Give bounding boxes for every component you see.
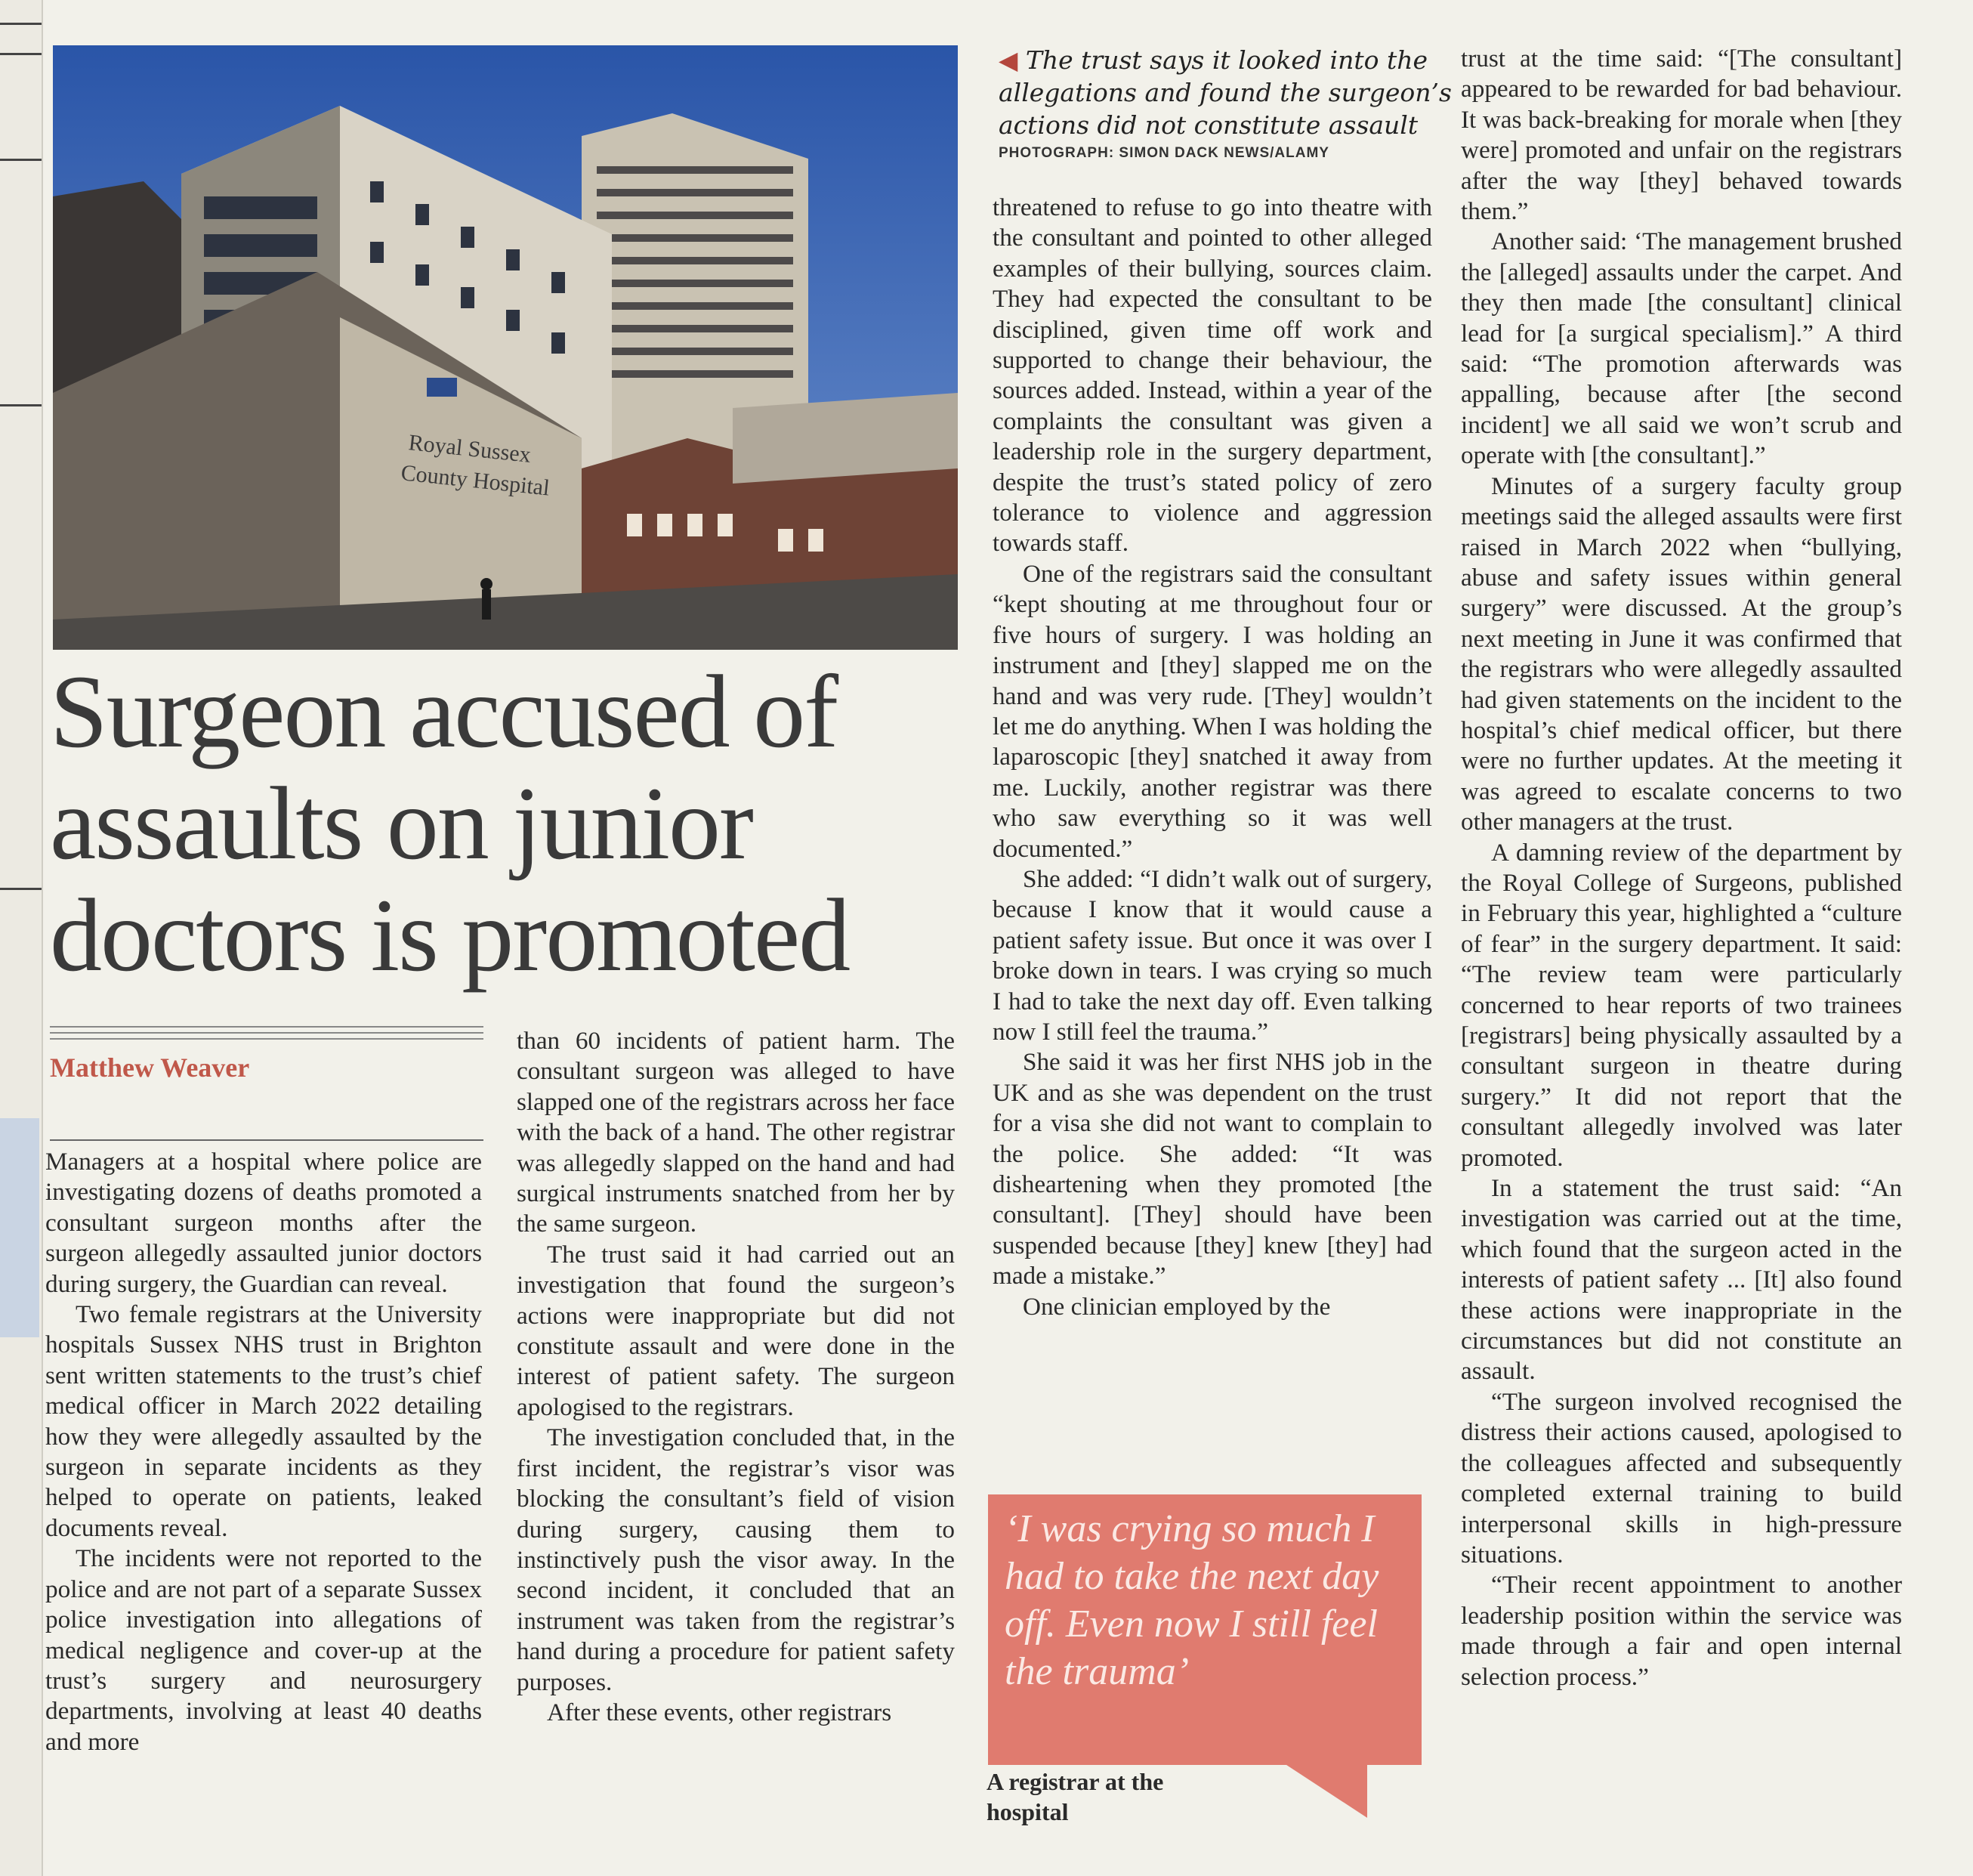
paragraph: than 60 incidents of patient harm. The consultant surgeon was alleged to have slapped one of the registrars across her face with the back of a hand. The other registrar was allegedly slapped on the hand and had surgical instruments snatched from her by the same surgeon. [517, 1027, 955, 1238]
paragraph: In a statement the trust said: “An investigation was carried out at the time, which found that the surgeon acted in the interests of patient safety ... [It] also found these actions were inappropriate in the circumstances but did not constitute an assault. [1461, 1174, 1902, 1386]
hospital-illustration [53, 45, 958, 650]
paragraph: threatened to refuse to go into theatre with the consultant and pointed to other alleged examples of their bullying, sources claim. They had expected the consultant to be disciplined, given time off work and supported to change their behaviour, the sources added. Instead, within a year of the complaints the consultant was given a leadership role in the surgery department, despite the trust’s stated policy of zero tolerance to violence and aggression towards staff. [993, 193, 1432, 558]
paragraph: Minutes of a surgery faculty group meetings said the alleged assaults were first raised in March 2022 when “bullying, abuse and safety issues within general surgery” were discussed. At the group’s next meeting in June it was confirmed that the registrars who were allegedly assaulted had given statements on the incident to the hospital’s chief medical officer, but there were no further updates. At the meeting it was agreed to escalate concerns to two other managers at the trust. [1461, 471, 1902, 836]
paragraph: After these events, other registrars [547, 1698, 892, 1726]
paragraph: The investigation concluded that, in the first incident, the registrar’s visor was blocking the consultant’s field of vision during surgery, causing them to instinctively push the visor away. In the second incident, it concluded that an instrument was taken from the registrar’s hand during a procedure for patient safety purposes. [517, 1423, 955, 1696]
body-column-3 [993, 193, 1432, 1322]
paragraph: “Their recent appointment to another leadership position within the service was made through a fair and open internal selection process.” [1461, 1571, 1902, 1691]
byline: Matthew Weaver [50, 1052, 250, 1083]
paragraph: “The surgeon involved recognised the distress their actions caused, apologised to the colleagues affected and subsequently completed external training to build interpersonal skills in high-pressure situations. [1461, 1387, 1902, 1568]
byline-rules [50, 1026, 483, 1044]
body-column-1 [45, 1147, 482, 1757]
byline-divider [50, 1139, 483, 1141]
body-column-2 [517, 1026, 955, 1728]
nhs-logo-icon [427, 378, 457, 397]
paragraph: Two female registrars at the University hospitals Sussex NHS trust in Brighton sent written statements to the trust’s chief medical officer in March 2022 detailing how they were allegedly assaulted by the surgeon in separate incidents as they helped to operate on patients, leaked documents reveal. [45, 1300, 482, 1542]
paragraph: Another said: ‘The management brushed the [alleged] assaults under the carpet. And they then made [the consultant] clinical lead for [a surgical specialism].” A third said: “The promotion afterwards was appalling, because after [the second incident] we all said we won’t scrub and operate with [the consultant].” [1461, 227, 1902, 470]
pull-quote-text: ‘I was crying so much I had to take the next day off. Even now I still feel the trauma’ [1005, 1507, 1379, 1693]
pull-quote-tail [1284, 1763, 1367, 1818]
edge-rule [0, 159, 42, 161]
paragraph: trust at the time said: “[The consultant] appeared to be rewarded for bad behaviour. It was back-breaking for morale when [they were] promoted and unfair on the registrars after the way [they] behaved towards them.” [1461, 45, 1902, 226]
body-column-4 [1461, 44, 1902, 1692]
hospital-sign-line1: Royal Sussex [407, 430, 533, 468]
edge-rule [0, 53, 42, 55]
paragraph: She added: “I didn’t walk out of surgery, because I know that it would cause a patient safety issue. But once it was over I broke down in tears. I was crying so much I had to take the next day off. Even talking now I still feel the trauma.” [993, 864, 1432, 1046]
photo-credit: PHOTOGRAPH: SIMON DACK NEWS/ALAMY [999, 145, 1329, 161]
photo-caption [999, 44, 1452, 141]
paragraph: She said it was her first NHS job in the UK and as she was dependent on the trust for a visa she did not want to complain to the police. She added: “It was disheartening when they promoted [the consultant]. [They] should have been suspended because [they] knew [they] had made a mistake.” [993, 1048, 1432, 1290]
edge-rule [0, 404, 42, 406]
paragraph: One clinician employed by the [1023, 1292, 1331, 1321]
paragraph: The trust said it had carried out an investigation that found the surgeon’s actions were inappropriate but did not constitute assault and were done in the interest of patient safety. The surgeon apologised to the registrars. [517, 1240, 955, 1421]
edge-rule [0, 888, 42, 890]
hospital-photo [53, 45, 958, 650]
paragraph: The incidents were not reported to the police and are not part of a separate Sussex police investigation into allegations of medical negligence and cover-up at the trust’s surgery and neurosurgery departments, involving at least 40 deaths and more [45, 1544, 482, 1756]
pull-quote-attribution: A registrar at the hospital [986, 1768, 1164, 1825]
caption-arrow-icon: ◀ [999, 45, 1018, 75]
headline: Surgeon accused of assaults on junior doctors is promoted [50, 654, 850, 993]
adjacent-page-edge [0, 0, 43, 1876]
paragraph: A damning review of the department by the Royal College of Surgeons, published in February this year, highlighted a “culture of fear” in the surgery department. It said: “The review team were particularly concerned to hear reports of two trainees [registrars] being physically assaulted by a consultant surgeon in theatre during surgery.” It did not report that the consultant allegedly involved was later promoted. [1461, 838, 1902, 1172]
caption-text: The trust says it looked into the allegations and found the surgeon’s actions did not constitute assault [999, 45, 1452, 140]
edge-rule [0, 23, 42, 25]
edge-color-block [0, 1118, 39, 1337]
pedestrian [482, 589, 491, 620]
paragraph: One of the registrars said the consultant “kept shouting at me throughout four or five hours of surgery. I was holding an instrument and [they] slapped me on the hand and was very rude. [They] wouldn’t let me do anything. When I was holding the laparoscopic [they] snatched it away from me. Luckily, another registrar was there who saw everything so it was well documented.” [993, 559, 1432, 863]
hospital-sign-line2: County Hospital [400, 460, 551, 501]
paragraph: Managers at a hospital where police are investigating dozens of deaths promoted a consultant surgeon months after the surgeon allegedly assaulted junior doctors during surgery, the Guardian can reveal. [45, 1148, 482, 1298]
